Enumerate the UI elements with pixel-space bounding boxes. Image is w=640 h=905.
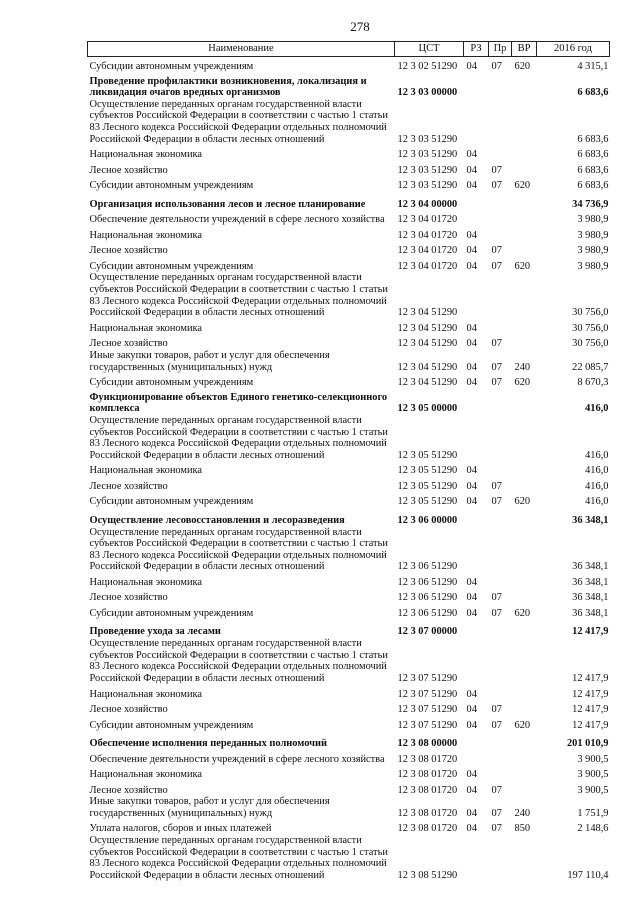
vr-cell (512, 781, 537, 797)
table-row (88, 176, 610, 192)
budget-table (87, 41, 610, 882)
table-row (88, 161, 610, 177)
rz-cell: 04 (466, 704, 477, 716)
pr-cell (489, 73, 512, 99)
rz-cell: 04 (466, 496, 477, 508)
name-cell: Осуществление переданных органам государственной власти субъектов Российской Федерации в соответствии с частью 1 статьи 83 Лесного кодекса Российской Федерации отдельных полномочий Российской Федерации в области лесных отношений (89, 414, 388, 461)
pr-cell: 07 (491, 719, 502, 731)
pr-cell: 07 (491, 164, 502, 176)
rz-cell: 04 (466, 465, 477, 477)
sum-cell: 416,0 (585, 480, 609, 492)
table-row (88, 716, 610, 732)
sum-cell: 30 756,0 (572, 307, 609, 319)
rz-cell: 04 (466, 823, 477, 835)
sum-cell: 3 980,9 (577, 214, 609, 226)
table-row (88, 319, 610, 335)
name-cell: Лесное хозяйство (89, 338, 168, 350)
rz-cell: 04 (466, 260, 477, 272)
vr-cell (512, 765, 537, 781)
pr-cell (489, 415, 512, 462)
sum-cell: 30 756,0 (572, 338, 609, 350)
cst-cell: 12 3 08 51290 (397, 869, 458, 881)
cst-cell: 12 3 04 51290 (397, 322, 458, 334)
name-cell: Национальная экономика (89, 322, 203, 334)
vr-cell (512, 477, 537, 493)
sum-cell: 416,0 (585, 403, 609, 415)
vr-cell (512, 226, 537, 242)
pr-cell (489, 389, 512, 415)
table-row (88, 350, 610, 373)
table-row (88, 796, 610, 819)
vr-cell (512, 508, 537, 527)
vr-cell: 240 (514, 807, 531, 819)
pr-cell (489, 527, 512, 574)
rz-cell (464, 620, 489, 639)
pr-cell: 07 (491, 807, 502, 819)
table-row (88, 226, 610, 242)
sum-cell: 36 348,1 (572, 592, 609, 604)
name-cell: Национальная экономика (89, 688, 203, 700)
name-cell: Субсидии автономным учреждениям (89, 496, 254, 508)
vr-cell (512, 750, 537, 766)
vr-cell (512, 389, 537, 415)
name-cell: Лесное хозяйство (89, 164, 168, 176)
pr-cell (489, 210, 512, 226)
sum-cell: 12 417,9 (572, 704, 609, 716)
cst-cell: 12 3 06 51290 (397, 576, 458, 588)
table-section-row (88, 73, 610, 99)
name-cell: Лесное хозяйство (89, 592, 168, 604)
rz-cell: 04 (466, 149, 477, 161)
pr-cell (489, 765, 512, 781)
name-cell: Национальная экономика (89, 229, 203, 241)
pr-cell: 07 (491, 377, 502, 389)
name-cell: Проведение профилактики возникновения, локализация и ликвидация очагов вредных организмов (89, 75, 367, 99)
cst-cell: 12 3 08 01720 (397, 823, 458, 835)
rz-cell (464, 210, 489, 226)
pr-cell (489, 192, 512, 211)
cst-cell: 12 3 03 00000 (397, 87, 458, 99)
cst-cell: 12 3 08 01720 (397, 769, 458, 781)
table-row (88, 210, 610, 226)
cst-cell: 12 3 03 51290 (397, 149, 458, 161)
vr-cell: 240 (514, 361, 531, 373)
rz-cell: 04 (466, 245, 477, 257)
table-section-row (88, 192, 610, 211)
rz-cell (464, 415, 489, 462)
pr-cell (489, 226, 512, 242)
vr-cell: 620 (514, 719, 531, 731)
vr-cell (512, 192, 537, 211)
name-cell: Уплата налогов, сборов и иных платежей (89, 823, 272, 835)
name-cell: Национальная экономика (89, 576, 203, 588)
pr-cell (489, 620, 512, 639)
cst-cell: 12 3 04 51290 (397, 338, 458, 350)
cst-cell: 12 3 04 51290 (397, 377, 458, 389)
name-cell: Национальная экономика (89, 465, 203, 477)
sum-cell: 12 417,9 (572, 719, 609, 731)
vr-cell (512, 527, 537, 574)
cst-cell: 12 3 04 01720 (397, 245, 458, 257)
table-row (88, 685, 610, 701)
pr-cell (489, 573, 512, 589)
rz-cell: 04 (466, 60, 477, 72)
cst-cell: 12 3 07 51290 (397, 673, 458, 685)
header-pr: Пр (489, 42, 512, 57)
table-row (88, 589, 610, 605)
rz-cell (464, 73, 489, 99)
table-row (88, 700, 610, 716)
vr-cell (512, 589, 537, 605)
pr-cell (489, 750, 512, 766)
vr-cell (512, 731, 537, 750)
pr-cell: 07 (491, 704, 502, 716)
table-row (88, 462, 610, 478)
name-cell: Субсидии автономным учреждениям (89, 377, 254, 389)
table-section-row (88, 731, 610, 750)
header-vr: ВР (512, 42, 537, 57)
sum-cell: 30 756,0 (572, 322, 609, 334)
cst-cell: 12 3 08 01720 (397, 753, 458, 765)
table-row (88, 415, 610, 462)
cst-cell: 12 3 08 01720 (397, 784, 458, 796)
table-row (88, 750, 610, 766)
header-cst: ЦСТ (395, 42, 464, 57)
rz-cell: 04 (466, 180, 477, 192)
header-name: Наименование (88, 42, 395, 57)
rz-cell: 04 (466, 361, 477, 373)
vr-cell (512, 319, 537, 335)
cst-cell: 12 3 07 51290 (397, 704, 458, 716)
sum-cell: 3 900,5 (577, 769, 609, 781)
name-cell: Национальная экономика (89, 149, 203, 161)
cst-cell: 12 3 08 00000 (397, 738, 458, 750)
pr-cell: 07 (491, 823, 502, 835)
vr-cell: 620 (514, 377, 531, 389)
sum-cell: 36 348,1 (572, 514, 609, 526)
rz-cell (464, 508, 489, 527)
sum-cell: 36 348,1 (572, 576, 609, 588)
sum-cell: 6 683,6 (577, 87, 609, 99)
table-row (88, 638, 610, 685)
name-cell: Функционирование объектов Единого генетико-селекционного комплекса (89, 391, 388, 415)
sum-cell: 22 085,7 (572, 361, 609, 373)
sum-cell: 197 110,4 (567, 869, 609, 881)
sum-cell: 2 148,6 (577, 823, 609, 835)
table-row (88, 493, 610, 509)
cst-cell: 12 3 07 00000 (397, 626, 458, 638)
sum-cell: 12 417,9 (572, 688, 609, 700)
pr-cell: 07 (491, 361, 502, 373)
table-row (88, 604, 610, 620)
name-cell: Иные закупки товаров, работ и услуг для обеспечения государственных (муниципальных) нужд (89, 796, 330, 819)
pr-cell: 07 (491, 607, 502, 619)
rz-cell (464, 272, 489, 319)
sum-cell: 3 900,5 (577, 753, 609, 765)
cst-cell: 12 3 06 51290 (397, 561, 458, 573)
vr-cell (512, 161, 537, 177)
rz-cell (464, 389, 489, 415)
rz-cell: 04 (466, 576, 477, 588)
sum-cell: 6 683,6 (577, 133, 609, 145)
cst-cell: 12 3 05 00000 (397, 403, 458, 415)
vr-cell: 620 (514, 60, 531, 72)
table-section-row (88, 508, 610, 527)
sum-cell: 3 980,9 (577, 245, 609, 257)
name-cell: Субсидии автономным учреждениям (89, 260, 254, 272)
sum-cell: 6 683,6 (577, 149, 609, 161)
table-row (88, 257, 610, 273)
table-row (88, 573, 610, 589)
table-section-row (88, 620, 610, 639)
pr-cell (489, 462, 512, 478)
sum-cell: 201 010,9 (566, 738, 609, 750)
vr-cell (512, 145, 537, 161)
rz-cell: 04 (466, 607, 477, 619)
table-row (88, 819, 610, 835)
vr-cell (512, 638, 537, 685)
vr-cell (512, 334, 537, 350)
cst-cell: 12 3 03 51290 (397, 133, 458, 145)
name-cell: Обеспечение исполнения переданных полномочий (89, 738, 327, 750)
sum-cell: 1 751,9 (577, 807, 609, 819)
cst-cell: 12 3 04 51290 (397, 361, 458, 373)
vr-cell: 620 (514, 180, 531, 192)
cst-cell: 12 3 05 51290 (397, 496, 458, 508)
cst-cell: 12 3 04 01720 (397, 260, 458, 272)
table-row (88, 57, 610, 73)
name-cell: Национальная экономика (89, 769, 203, 781)
header-rz: РЗ (464, 42, 489, 57)
vr-cell (512, 73, 537, 99)
table-row (88, 241, 610, 257)
rz-cell: 04 (466, 688, 477, 700)
header-year: 2016 год (537, 42, 610, 57)
cst-cell: 12 3 04 01720 (397, 214, 458, 226)
table-row (88, 145, 610, 161)
cst-cell: 12 3 05 51290 (397, 480, 458, 492)
table-row (88, 781, 610, 797)
rz-cell: 04 (466, 377, 477, 389)
sum-cell: 416,0 (585, 496, 609, 508)
name-cell: Организация использования лесов и лесное планирование (89, 198, 366, 210)
rz-cell (464, 835, 489, 882)
name-cell: Обеспечение деятельности учреждений в сфере лесного хозяйства (89, 214, 385, 226)
cst-cell: 12 3 05 51290 (397, 465, 458, 477)
name-cell: Осуществление переданных органам государственной власти субъектов Российской Федерации в соответствии с частью 1 статьи 83 Лесного кодекса Российской Федерации отдельных полномочий Российской Федерации в области лесных отношений (89, 272, 388, 319)
pr-cell: 07 (491, 60, 502, 72)
pr-cell: 07 (491, 592, 502, 604)
table-row (88, 99, 610, 146)
vr-cell (512, 700, 537, 716)
rz-cell (464, 527, 489, 574)
table-row (88, 373, 610, 389)
name-cell: Осуществление переданных органам государственной власти субъектов Российской Федерации в соответствии с частью 1 статьи 83 Лесного кодекса Российской Федерации отдельных полномочий Российской Федерации в области лесных отношений (89, 638, 388, 685)
vr-cell (512, 835, 537, 882)
name-cell: Лесное хозяйство (89, 704, 168, 716)
vr-cell (512, 620, 537, 639)
vr-cell (512, 272, 537, 319)
pr-cell: 07 (491, 496, 502, 508)
table-row (88, 835, 610, 882)
name-cell: Обеспечение деятельности учреждений в сфере лесного хозяйства (89, 753, 385, 765)
table-header-row (88, 42, 610, 57)
rz-cell (464, 731, 489, 750)
rz-cell (464, 99, 489, 146)
pr-cell: 07 (491, 245, 502, 257)
pr-cell: 07 (491, 180, 502, 192)
rz-cell (464, 750, 489, 766)
vr-cell: 620 (514, 496, 531, 508)
sum-cell: 6 683,6 (577, 164, 609, 176)
pr-cell (489, 638, 512, 685)
rz-cell: 04 (466, 338, 477, 350)
pr-cell: 07 (491, 338, 502, 350)
pr-cell: 07 (491, 480, 502, 492)
pr-cell: 07 (491, 260, 502, 272)
table-body (88, 57, 610, 882)
rz-cell: 04 (466, 322, 477, 334)
vr-cell (512, 685, 537, 701)
cst-cell: 12 3 06 51290 (397, 592, 458, 604)
cst-cell: 12 3 06 51290 (397, 607, 458, 619)
vr-cell (512, 462, 537, 478)
cst-cell: 12 3 06 00000 (397, 514, 458, 526)
rz-cell (464, 192, 489, 211)
name-cell: Иные закупки товаров, работ и услуг для обеспечения государственных (муниципальных) нужд (89, 349, 330, 373)
sum-cell: 34 736,9 (572, 198, 609, 210)
pr-cell (489, 835, 512, 882)
pr-cell (489, 319, 512, 335)
name-cell: Субсидии автономным учреждениям (89, 719, 254, 731)
vr-cell: 620 (514, 607, 531, 619)
pr-cell (489, 272, 512, 319)
sum-cell: 3 980,9 (577, 229, 609, 241)
name-cell: Лесное хозяйство (89, 480, 168, 492)
page-number: 278 (350, 19, 370, 34)
vr-cell (512, 415, 537, 462)
sum-cell: 3 980,9 (577, 260, 609, 272)
cst-cell: 12 3 04 00000 (397, 198, 458, 210)
table-row (88, 527, 610, 574)
rz-cell: 04 (466, 807, 477, 819)
name-cell: Субсидии автономным учреждениям (89, 60, 254, 72)
table-row (88, 765, 610, 781)
sum-cell: 36 348,1 (572, 561, 609, 573)
vr-cell (512, 99, 537, 146)
cst-cell: 12 3 07 51290 (397, 688, 458, 700)
table-row (88, 272, 610, 319)
name-cell: Осуществление переданных органам государственной власти субъектов Российской Федерации в соответствии с частью 1 статьи 83 Лесного кодекса Российской Федерации отдельных полномочий Российской Федерации в области лесных отношений (89, 834, 388, 881)
rz-cell: 04 (466, 784, 477, 796)
rz-cell (464, 638, 489, 685)
vr-cell: 620 (514, 260, 531, 272)
rz-cell: 04 (466, 229, 477, 241)
cst-cell: 12 3 02 51290 (397, 60, 458, 72)
pr-cell (489, 685, 512, 701)
vr-cell (512, 573, 537, 589)
rz-cell: 04 (466, 164, 477, 176)
rz-cell: 04 (466, 592, 477, 604)
cst-cell: 12 3 07 51290 (397, 719, 458, 731)
table-row (88, 334, 610, 350)
sum-cell: 416,0 (585, 449, 609, 461)
sum-cell: 8 670,3 (577, 377, 609, 389)
name-cell: Осуществление переданных органам государственной власти субъектов Российской Федерации в соответствии с частью 1 статьи 83 Лесного кодекса Российской Федерации отдельных полномочий Российской Федерации в области лесных отношений (89, 98, 388, 145)
pr-cell (489, 145, 512, 161)
pr-cell: 07 (491, 784, 502, 796)
sum-cell: 416,0 (585, 465, 609, 477)
name-cell: Лесное хозяйство (89, 245, 168, 257)
rz-cell: 04 (466, 769, 477, 781)
sum-cell: 12 417,9 (572, 673, 609, 685)
pr-cell (489, 508, 512, 527)
name-cell: Субсидии автономным учреждениям (89, 180, 254, 192)
vr-cell (512, 241, 537, 257)
name-cell: Осуществление лесовосстановления и лесоразведения (89, 514, 345, 526)
sum-cell: 36 348,1 (572, 607, 609, 619)
sum-cell: 12 417,9 (572, 626, 609, 638)
name-cell: Осуществление переданных органам государственной власти субъектов Российской Федерации в соответствии с частью 1 статьи 83 Лесного кодекса Российской Федерации отдельных полномочий Российской Федерации в области лесных отношений (89, 526, 388, 573)
sum-cell: 6 683,6 (577, 180, 609, 192)
rz-cell: 04 (466, 480, 477, 492)
sum-cell: 4 315,1 (577, 60, 609, 72)
table-section-row (88, 389, 610, 415)
cst-cell: 12 3 04 01720 (397, 229, 458, 241)
cst-cell: 12 3 03 51290 (397, 180, 458, 192)
pr-cell (489, 731, 512, 750)
name-cell: Лесное хозяйство (89, 784, 168, 796)
cst-cell: 12 3 04 51290 (397, 307, 458, 319)
vr-cell: 850 (514, 823, 531, 835)
pr-cell (489, 99, 512, 146)
cst-cell: 12 3 03 51290 (397, 164, 458, 176)
cst-cell: 12 3 05 51290 (397, 449, 458, 461)
rz-cell: 04 (466, 719, 477, 731)
sum-cell: 3 900,5 (577, 784, 609, 796)
vr-cell (512, 210, 537, 226)
name-cell: Проведение ухода за лесами (89, 626, 221, 638)
table-row (88, 477, 610, 493)
cst-cell: 12 3 08 01720 (397, 807, 458, 819)
name-cell: Субсидии автономным учреждениям (89, 607, 254, 619)
